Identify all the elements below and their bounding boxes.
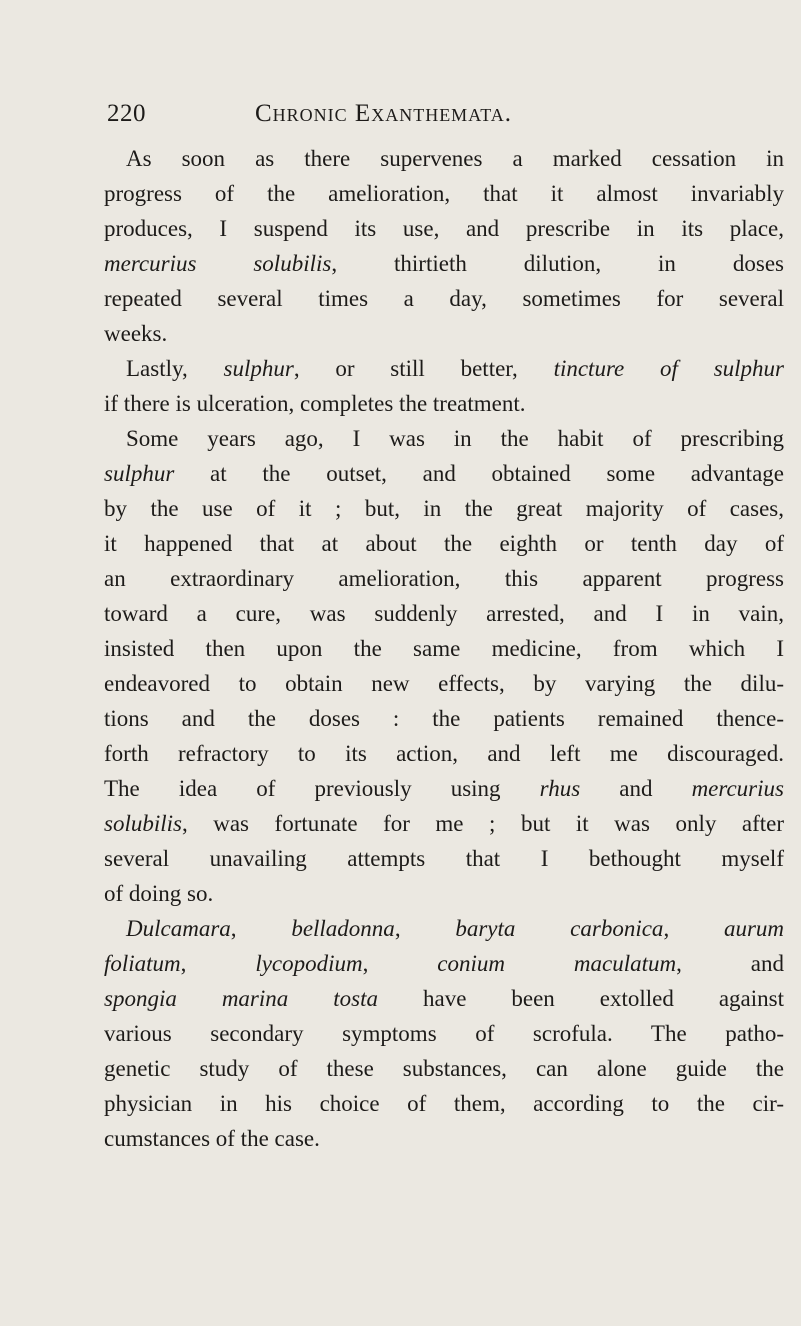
text-line [104, 876, 784, 911]
italic-term: aurum [723, 916, 785, 941]
text-run: various secondary symptoms of scrofula. The patho- [104, 1021, 784, 1046]
text-line [104, 281, 784, 316]
text-line [104, 526, 784, 561]
text-line [104, 596, 784, 631]
text-line [104, 211, 784, 246]
text-line [104, 946, 784, 981]
body-text [104, 141, 784, 1156]
text-run: cumstances of the case. [104, 1126, 320, 1151]
text-run: repeated several times a day, sometimes for several [104, 286, 784, 311]
text-line [104, 421, 784, 456]
text-run: weeks. [104, 321, 168, 346]
text-line [104, 666, 784, 701]
text-line [104, 141, 784, 176]
text-run: , [394, 916, 456, 941]
text-line [104, 456, 784, 491]
text-line [104, 736, 784, 771]
text-line [104, 316, 784, 351]
text-line [104, 981, 784, 1016]
text-line [104, 806, 784, 841]
italic-term: Dulcamara [126, 916, 231, 941]
italic-term: spongia marina tosta [104, 986, 378, 1011]
text-run: Some years ago, I was in the habit of prescribing [126, 426, 784, 451]
text-run: , [230, 916, 292, 941]
text-line [104, 1086, 784, 1121]
text-line [104, 631, 784, 666]
italic-term: conium maculatum [437, 951, 677, 976]
text-line [104, 1121, 784, 1156]
text-run: endeavored to obtain new effects, by varying the dilu- [104, 671, 784, 696]
italic-term: baryta carbonica [455, 916, 664, 941]
text-run: have been extolled against [378, 986, 784, 1011]
text-line [104, 771, 784, 806]
text-run: As soon as there supervenes a marked cessation in [126, 146, 784, 171]
text-run: insisted then upon the same medicine, from which I [104, 636, 784, 661]
italic-term: lycopodium [255, 951, 363, 976]
text-line [104, 351, 784, 386]
text-line [104, 246, 784, 281]
text-run: an extraordinary amelioration, this apparent progress [104, 566, 784, 591]
text-run: , [362, 951, 438, 976]
italic-term: sulphur [223, 356, 294, 381]
text-run: progress of the amelioration, that it almost invariably [104, 181, 784, 206]
text-run: , [663, 916, 724, 941]
text-run: several unavailing attempts that I bethought myself [104, 846, 784, 871]
text-run: genetic study of these substances, can alone guide the [104, 1056, 784, 1081]
text-run: toward a cure, was suddenly arrested, and I in vain, [104, 601, 784, 626]
text-run: physician in his choice of them, according to the cir- [104, 1091, 784, 1116]
text-line [104, 176, 784, 211]
text-line [104, 701, 784, 736]
text-run: it happened that at about the eighth or tenth day of [104, 531, 784, 556]
text-run: of doing so. [104, 881, 214, 906]
text-line [104, 1051, 784, 1086]
text-run: at the outset, and obtained some advantage [174, 461, 784, 486]
italic-term: sulphur [104, 461, 175, 486]
text-line [104, 1016, 784, 1051]
text-run: The idea of previously using [104, 776, 540, 801]
text-run: , was fortunate for me ; but it was only after [181, 811, 784, 836]
italic-term: belladonna [291, 916, 395, 941]
italic-term: solubilis [104, 811, 182, 836]
text-line [104, 386, 784, 421]
italic-term: mercurius [691, 776, 784, 801]
text-run: and [580, 776, 692, 801]
text-run: , or still better, [293, 356, 554, 381]
text-run: , thirtieth dilution, in doses [331, 251, 784, 276]
text-line [104, 841, 784, 876]
italic-term: tincture of sulphur [553, 356, 784, 381]
text-run: , [180, 951, 256, 976]
text-line [104, 561, 784, 596]
page-header [107, 94, 747, 134]
text-run: by the use of it ; but, in the great majority of cases, [104, 496, 784, 521]
text-line [104, 911, 784, 946]
text-run: produces, I suspend its use, and prescribe in its place, [104, 216, 784, 241]
text-line [104, 491, 784, 526]
text-run: if there is ulceration, completes the treatment. [104, 391, 526, 416]
italic-term: foliatum [104, 951, 181, 976]
page-number: 220 [107, 100, 146, 127]
text-run: , and [676, 951, 784, 976]
running-head: Chronic Exanthemata. [255, 100, 512, 127]
text-run: tions and the doses : the patients remained thence- [104, 706, 784, 731]
italic-term: mercurius solubilis [104, 251, 332, 276]
text-run: Lastly, [126, 356, 224, 381]
text-run: forth refractory to its action, and left me discouraged. [104, 741, 784, 766]
italic-term: rhus [539, 776, 581, 801]
